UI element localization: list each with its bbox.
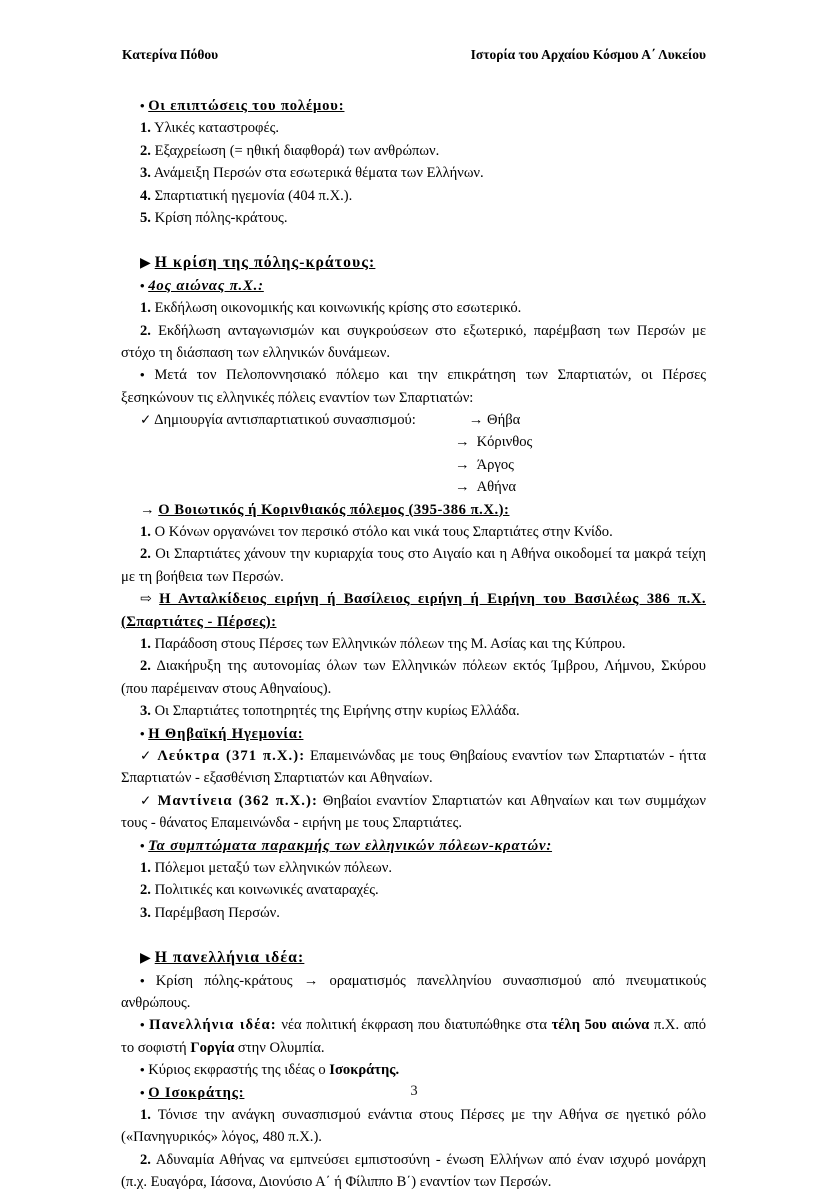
battle-name: Μαντίνεια (362 π.Χ.): <box>157 792 318 809</box>
item-text: Διακήρυξη της αυτονομίας όλων των Ελληνικών πόλεων εκτός Ίμβρου, Λήμνου, Σκύρου (που παρέμειναν στους Αθηναίους). <box>121 658 707 697</box>
list-item <box>121 700 706 722</box>
bullet-icon: • <box>140 277 145 293</box>
item-text: Ο Κόνων οργανώνει τον περσικό στόλο και νικά τους Σπαρτιάτες στην Κνίδο. <box>154 524 613 541</box>
heading-isocrates-label: Ο Ισοκράτης: <box>148 1084 245 1101</box>
item-number: 4. <box>140 187 151 204</box>
list-item <box>121 320 706 365</box>
bullet-icon: • <box>140 1084 145 1100</box>
heading-city-state-crisis <box>121 251 706 274</box>
arrow-icon: → <box>455 479 470 496</box>
header-author: Κατερίνα Πόθου <box>122 47 219 62</box>
paragraph-crisis-to-vision <box>121 970 706 1015</box>
heading-theban-hegemony-label: Η Θηβαϊκή Ηγεμονία: <box>148 725 304 742</box>
double-arrow-icon: ⇨ <box>140 592 152 608</box>
bullet-icon: • <box>140 367 145 383</box>
paragraph-main-expresser <box>121 1059 706 1081</box>
heading-antalcidas-peace-label: Η Ανταλκίδειος ειρήνη ή Βασίλειος ειρήνη ή Ειρήνη του Βασιλέως 386 π.Χ. (Σπαρτιάτες - Πέρσες): <box>121 591 707 630</box>
item-text: Ανάμειξη Περσών στα εσωτερικά θέματα των Ελλήνων. <box>153 165 484 182</box>
battle-description: Θηβαίοι εναντίον Σπαρτιατών και Αθηναίων και των συμμάχων τους - θάνατος Επαμεινώνδα - ειρήνη με τους Σπαρτιάτες. <box>121 792 706 832</box>
triangle-bullet-icon: ▶ <box>140 256 151 272</box>
list-item <box>121 543 706 588</box>
list-item <box>121 1104 706 1149</box>
heading-decline-symptoms-label: Τα συμπτώματα παρακμής των ελληνικών πόλεων-κρατών: <box>148 837 553 854</box>
list-item <box>121 454 706 476</box>
list-item <box>121 140 706 162</box>
arrow-icon: → <box>303 972 319 989</box>
battle-description: Επαμεινώνδας με τους Θηβαίους εναντίον των Σπαρτιατών - ήττα Σπαρτιατών - εξασθένιση Σπαρτιατών και Αθηναίων. <box>121 748 706 787</box>
heading-boeotian-war-label: Ο Βοιωτικός ή Κορινθιακός πόλεμος (395-386 π.Χ.): <box>158 501 510 518</box>
paragraph-text-pre: Κρίση πόλης-κράτους <box>155 972 304 989</box>
list-item <box>121 185 706 207</box>
header-course: Ιστορία του Αρχαίου Κόσμου Α΄ Λυκείου <box>470 47 706 62</box>
list-item <box>121 207 706 229</box>
coalition-city: Κόρινθος <box>476 434 533 451</box>
item-text: Υλικές καταστροφές. <box>154 120 280 137</box>
coalition-city-list <box>121 431 706 498</box>
item-number: 1. <box>140 859 151 876</box>
paragraph-after-peloponnesian-war <box>121 364 706 409</box>
item-number: 2. <box>140 322 151 339</box>
heading-city-state-crisis-label: Η κρίση της πόλης-κράτους: <box>154 254 376 272</box>
heading-4th-century <box>121 275 706 297</box>
arrow-icon: → <box>468 412 484 429</box>
check-icon: ✓ <box>140 748 153 764</box>
heading-4th-century-label: 4ος αιώνας π.Χ.: <box>148 277 264 294</box>
item-text: Οι Σπαρτιάτες χάνουν την κυριαρχία τους στο Αιγαίο και η Αθήνα οικοδομεί τα μακρά τείχη με τη βοήθεια των Περσών. <box>121 546 706 585</box>
coalition-city: Αθήνα <box>476 479 516 496</box>
list-item <box>121 117 706 139</box>
bullet-icon: • <box>140 837 145 853</box>
arrow-icon: → <box>455 456 470 473</box>
item-text: Πόλεμοι μεταξύ των ελληνικών πόλεων. <box>154 859 393 876</box>
item-number: 1. <box>140 1106 151 1123</box>
paragraph-text: Μετά τον Πελοποννησιακό πόλεμο και την επικράτηση των Σπαρτιατών, οι Πέρσες ξεσηκώνουν τις ελληνικές πόλεις εναντίον των Σπαρτιατών: <box>121 367 706 406</box>
bullet-icon: • <box>140 725 145 741</box>
definition-part-1: νέα πολιτική έκφραση που διατυπώθηκε στα <box>276 1017 552 1034</box>
list-item <box>121 431 706 453</box>
definition-part-3: στην Ολυμπία. <box>234 1039 325 1056</box>
heading-decline-symptoms <box>121 835 706 857</box>
check-icon: ✓ <box>140 792 153 808</box>
item-number: 3. <box>140 165 151 182</box>
item-text: Παράδοση στους Πέρσες των Ελληνικών πόλεων της Μ. Ασίας και της Κύπρου. <box>154 636 626 653</box>
document-body <box>121 95 706 1193</box>
coalition-city: Θήβα <box>487 412 521 429</box>
section-spacer <box>121 924 706 946</box>
coalition-label: Δημιουργία αντισπαρτιατικού συνασπισμού: <box>154 412 416 429</box>
running-header <box>122 47 706 63</box>
item-number: 1. <box>140 636 151 653</box>
arrow-icon: → <box>455 434 470 451</box>
list-item <box>121 476 706 498</box>
list-item <box>121 521 706 543</box>
item-number: 3. <box>140 703 151 720</box>
list-item <box>121 162 706 184</box>
item-number: 2. <box>140 142 151 159</box>
bullet-icon: • <box>140 1062 145 1078</box>
heading-panhellenic-idea <box>121 946 706 969</box>
list-item <box>121 857 706 879</box>
item-number: 5. <box>140 209 151 226</box>
bullet-icon: • <box>140 98 145 113</box>
heading-theban-hegemony <box>121 723 706 745</box>
item-text: Τόνισε την ανάγκη συνασπισμού ενάντια στους Πέρσες με την Αθήνα σε ηγετικό ρόλο («Πανηγυρικός» λόγος, 480 π.Χ.). <box>121 1106 707 1146</box>
item-text: Εξαχρείωση (= ηθική διαφθορά) των ανθρώπων. <box>154 142 440 159</box>
bullet-icon: • <box>140 972 145 988</box>
item-number: 1. <box>140 300 151 317</box>
heading-war-effects <box>121 95 706 117</box>
item-number: 2. <box>140 1151 151 1168</box>
heading-antalcidas-peace <box>121 588 706 633</box>
item-number: 3. <box>140 904 151 921</box>
section-spacer <box>121 229 706 251</box>
battle-leuctra <box>121 745 706 790</box>
list-item <box>121 297 706 319</box>
arrow-icon: → <box>140 501 155 518</box>
paragraph-text-post: οραματισμός πανελληνίου συνασπισμού από πνευματικούς ανθρώπους. <box>121 972 706 1011</box>
item-text: Εκδήλωση ανταγωνισμών και συγκρούσεων στο εξωτερικό, παρέμβαση των Περσών με στόχο τη διάσπαση των ελληνικών δυνάμεων. <box>121 322 706 361</box>
paragraph-panhellenic-definition <box>121 1014 706 1059</box>
emphasis-isocrates: Ισοκράτης. <box>329 1062 400 1079</box>
heading-war-effects-label: Οι επιπτώσεις του πολέμου: <box>148 98 345 114</box>
coalition-line <box>121 409 706 431</box>
heading-boeotian-war <box>121 499 706 521</box>
definition-part-2: π.Χ. από το σοφιστή <box>121 1017 707 1056</box>
item-number: 2. <box>140 882 151 899</box>
list-item <box>121 902 706 924</box>
battle-mantinea <box>121 790 706 835</box>
item-number: 1. <box>140 524 151 541</box>
list-item <box>121 633 706 655</box>
item-number: 2. <box>140 546 151 563</box>
emphasis-gorgias: Γοργία <box>190 1039 235 1056</box>
item-text: Πολιτικές και κοινωνικές αναταραχές. <box>154 882 379 899</box>
item-text: Αδυναμία Αθήνας να εμπνεύσει εμπιστοσύνη - ένωση Ελλήνων από έναν ισχυρό μονάρχη (π.χ. Ευαγόρα, Ιάσονα, Διονύσιο Α΄ ή Φίλιππο Β΄) εναντίον των Περσών. <box>121 1151 706 1191</box>
heading-panhellenic-idea-label: Η πανελλήνια ιδέα: <box>154 949 305 967</box>
item-text: Οι Σπαρτιάτες τοποτηρητές της Ειρήνης στην κυρίως Ελλάδα. <box>154 703 520 720</box>
list-item <box>121 879 706 901</box>
bullet-icon: • <box>140 1017 145 1033</box>
item-text: Παρέμβαση Περσών. <box>154 904 280 921</box>
emphasis-late-5th-century: τέλη 5ου αιώνα <box>551 1017 650 1034</box>
item-text: Σπαρτιατική ηγεμονία (404 π.Χ.). <box>154 187 353 204</box>
item-number: 1. <box>140 120 151 137</box>
item-text: Κρίση πόλης-κράτους. <box>154 209 288 226</box>
coalition-city: Άργος <box>476 456 514 473</box>
battle-name: Λεύκτρα (371 π.Χ.): <box>157 748 306 765</box>
page-number: 3 <box>410 1083 418 1099</box>
expresser-text: Κύριος εκφραστής της ιδέας ο <box>148 1062 330 1079</box>
triangle-bullet-icon: ▶ <box>140 951 151 967</box>
item-text: Εκδήλωση οικονομικής και κοινωνικής κρίσης στο εσωτερικό. <box>154 300 522 317</box>
list-item <box>121 655 706 700</box>
item-number: 2. <box>140 658 151 675</box>
check-icon: ✓ <box>140 412 152 428</box>
term-panhellenic-idea: Πανελλήνια ιδέα: <box>149 1017 277 1034</box>
